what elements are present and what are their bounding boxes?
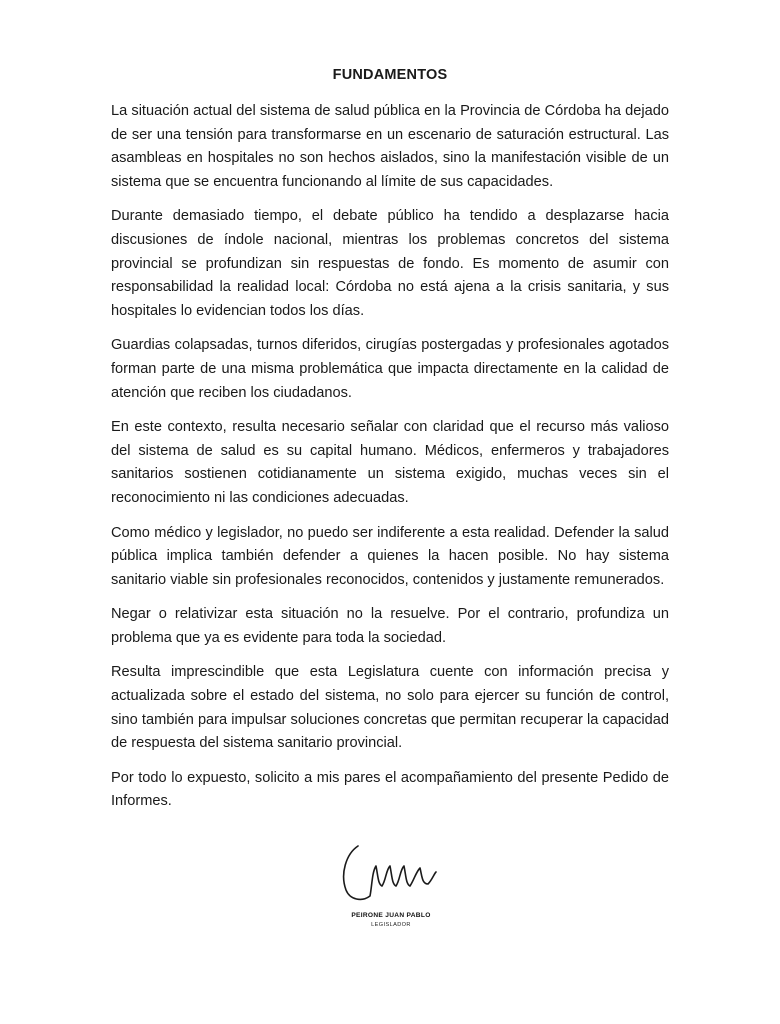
document-body [111,64,669,825]
paragraph-8: Por todo lo expuesto, solicito a mis pares el acompañamiento del presente Pedido de Informes. [111,769,669,810]
signature-block [336,836,446,946]
paragraph-7: Resulta imprescindible que esta Legislatura cuente con información precisa y actualizada sobre el estado del sistema, no solo para ejercer su función de control, sino también para impulsar soluciones concretas que permitan recuperar la capacidad de respuesta del sistema sanitario provincial. [111,664,669,752]
paragraph-5: Como médico y legislador, no puedo ser indiferente a esta realidad. Defender la salud pública implica también defender a quienes la hacen posible. No hay sistema sanitario viable sin profesionales reconocidos, contenidos y justamente remunerados. [111,524,669,588]
document-title: FUNDAMENTOS [332,67,448,83]
paragraph-1: La situación actual del sistema de salud pública en la Provincia de Córdoba ha dejado de ser una tensión para transformarse en un escenario de saturación estructural. Las asambleas en hospitales no son hechos aislados, sino la manifestación visible de un sistema que se encuentra funcionando al límite de sus capacidades. [111,103,669,190]
paragraph-2: Durante demasiado tiempo, el debate público ha tendido a desplazarse hacia discusiones de índole nacional, mientras los problemas concretos del sistema provincial se profundizan sin respuestas de fondo. Es momento de asumir con responsabilidad la realidad local: Córdoba no está ajena a la crisis sanitaria, y sus hospitales lo evidencian todos los días. [111,208,669,319]
paragraph-6: Negar o relativizar esta situación no la resuelve. Por el contrario, profundiza un problema que ya es evidente para toda la sociedad. [111,606,669,646]
signatory-name: PEIRONE JUAN PABLO [351,912,431,919]
signatory-role: LEGISLADOR [371,922,411,928]
paragraph-4: En este contexto, resulta necesario señalar con claridad que el recurso más valioso del sistema de salud es su capital humano. Médicos, enfermeros y trabajadores sanitarios sostienen cotidianamente un sistema exigido, muchas veces sin el reconocimiento ni las condiciones adecuadas. [111,419,669,506]
paragraph-3: Guardias colapsadas, turnos diferidos, cirugías postergadas y profesionales agotados forman parte de una misma problemática que impacta directamente en la calidad de atención que reciben los ciudadanos. [111,337,669,401]
handwritten-signature-icon [336,836,446,908]
